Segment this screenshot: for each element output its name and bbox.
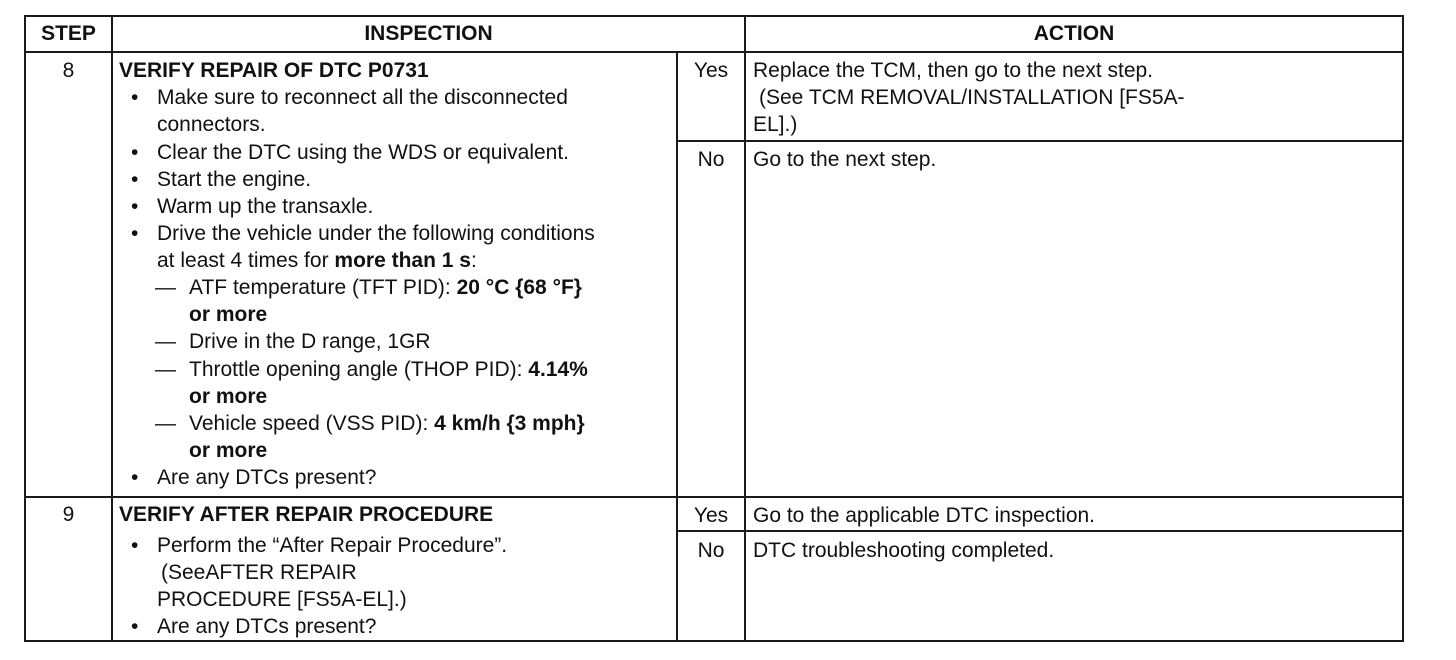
condition-item-continued: or more xyxy=(189,385,268,408)
step-number: 9 xyxy=(62,503,75,526)
yes-label: Yes xyxy=(693,59,729,82)
step-title: VERIFY AFTER REPAIR PROCEDURE xyxy=(119,503,494,526)
header-inspection: INSPECTION xyxy=(364,22,493,45)
condition-item: — Vehicle speed (VSS PID): 4 km/h {3 mph} xyxy=(189,410,585,437)
inspection-bullet-continued: connectors. xyxy=(157,113,266,136)
step9-yes-no-divider xyxy=(676,530,1404,532)
yes-label: Yes xyxy=(693,504,729,527)
inspection-question: • Are any DTCs present? xyxy=(157,613,376,640)
no-label: No xyxy=(697,148,725,171)
step-number: 8 xyxy=(62,59,75,82)
table-left-border xyxy=(24,15,26,642)
inspection-bullet-continued: at least 4 times for more than 1 s: xyxy=(157,249,477,272)
condition-item: — ATF temperature (TFT PID): 20 °C {68 °F} xyxy=(189,274,582,301)
condition-item: — Throttle opening angle (THOP PID): 4.14% xyxy=(189,356,588,383)
action-yes-reference-continued: EL].) xyxy=(753,113,798,136)
table-bottom-border xyxy=(24,640,1404,642)
inspection-bullet: • Drive the vehicle under the following conditions xyxy=(157,220,595,247)
no-label: No xyxy=(697,539,725,562)
condition-item: — Drive in the D range, 1GR xyxy=(189,328,431,355)
step-title: VERIFY REPAIR OF DTC P0731 xyxy=(119,59,429,82)
inspection-bullet: • Warm up the transaxle. xyxy=(157,193,373,220)
table-top-border xyxy=(24,15,1404,17)
action-yes-reference: (See TCM REMOVAL/INSTALLATION [FS5A- xyxy=(759,86,1185,109)
header-step: STEP xyxy=(41,22,96,45)
header-bottom-border xyxy=(24,51,1404,53)
action-no: DTC troubleshooting completed. xyxy=(753,539,1055,562)
header-action: ACTION xyxy=(1033,22,1115,45)
step8-yes-no-divider xyxy=(676,140,1404,142)
inspection-bullet: • Clear the DTC using the WDS or equivalent. xyxy=(157,139,569,166)
inspection-bullet: • Perform the “After Repair Procedure”. xyxy=(157,532,507,559)
condition-item-continued: or more xyxy=(189,303,268,326)
inspection-question: • Are any DTCs present? xyxy=(157,464,376,491)
action-no: Go to the next step. xyxy=(753,148,937,171)
inspection-bullet: • Start the engine. xyxy=(157,166,311,193)
inspection-bullet: • Make sure to reconnect all the disconnected xyxy=(157,84,568,111)
step-column-divider xyxy=(111,15,113,642)
table-right-border xyxy=(1402,15,1404,642)
inspection-bullet-reference: (SeeAFTER REPAIR xyxy=(161,561,357,584)
action-yes: Go to the applicable DTC inspection. xyxy=(753,504,1096,527)
inspection-bullet-reference-continued: PROCEDURE [FS5A-EL].) xyxy=(157,588,407,611)
action-yes: Replace the TCM, then go to the next step. xyxy=(753,59,1154,82)
condition-item-continued: or more xyxy=(189,439,268,462)
step8-bottom-border xyxy=(24,496,1404,498)
